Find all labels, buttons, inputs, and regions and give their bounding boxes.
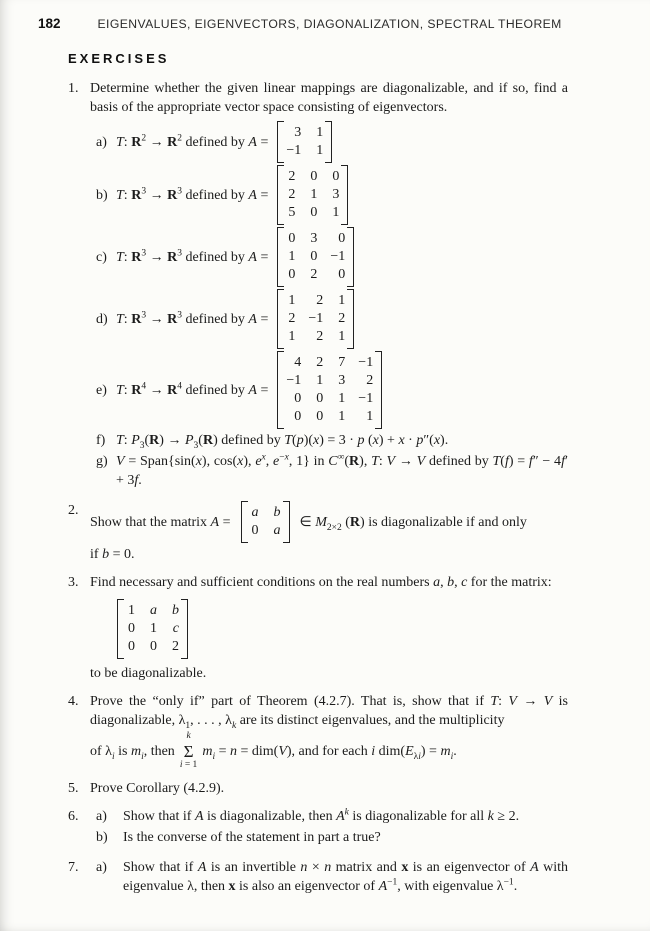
- item-lead-text: T: $R^4 \to R^4$ defined by A =: [116, 380, 269, 398]
- matrix-cell: 7: [338, 355, 346, 370]
- item-label: e): [96, 382, 107, 398]
- matrix-cell: 3: [338, 373, 346, 388]
- exercise-1-body: [90, 79, 568, 492]
- matrix-cell: 2: [288, 311, 296, 326]
- matrix-1e: [277, 351, 382, 429]
- summation-lower-limit: i = 1: [179, 759, 198, 770]
- matrix-cell: −1: [286, 143, 302, 158]
- matrix-cell: 1: [338, 409, 346, 424]
- matrix-cell: 1: [338, 293, 346, 308]
- exercise-number: 4.: [68, 694, 79, 709]
- exercise-3-intro: Find necessary and sufficient conditions on the real numbers a, b, c for the matrix:: [90, 575, 552, 590]
- exercise-1-item-c: [96, 227, 568, 287]
- exercise-1-item-a: [96, 121, 568, 163]
- exercise-1-items: [90, 121, 568, 490]
- item-lead-text: T: $R^3 \to R^3$ defined by A =: [116, 247, 269, 265]
- matrix-cell: 0: [316, 409, 324, 424]
- matrix-cell: −1: [286, 373, 302, 388]
- matrix-cell: 2: [366, 373, 374, 388]
- matrix-1b: [277, 165, 348, 225]
- matrix-cell: 0: [294, 409, 302, 424]
- matrix-cell: 1: [288, 293, 296, 308]
- matrix-1a: [277, 121, 332, 163]
- matrix-cell: 0: [310, 169, 318, 184]
- item-text: T: $P_3(R) \to P_3(R)$ defined by T(p)(x) = 3 · p (x) + x · p″(x).: [116, 433, 449, 451]
- text-before-sum: of $\lambda_i$ is $m_i$, then: [90, 743, 175, 762]
- summation-upper-limit: k: [186, 731, 191, 741]
- exercise-5-body: [90, 779, 568, 798]
- exercise-6-item-a: [96, 807, 568, 826]
- matrix-cell: 0: [316, 391, 324, 406]
- item-label: d): [96, 311, 108, 327]
- matrix-2: [241, 501, 290, 543]
- matrix-cell: 0: [310, 205, 318, 220]
- matrix-cell: −1: [358, 355, 374, 370]
- exercise-1-intro: Determine whether the given linear mappings are diagonalizable, and if so, find a basis of the appropriate vector space consisting of eigenvectors.: [90, 81, 568, 115]
- exercise-4-intro: Prove the “only if” part of Theorem (4.2.7). That is, show that if T: V → V is diagonalizable, $\lambda_1$, . . . , $\lambda_k$ are its distinct eigenvalues, and the multiplicity: [90, 694, 569, 731]
- item-label: c): [96, 249, 107, 265]
- exercise-number: 6.: [68, 809, 79, 824]
- exercise-number: 3.: [68, 575, 79, 590]
- exercise-1-item-b: [96, 165, 568, 225]
- matrix-cell: 1: [288, 249, 296, 264]
- item-label: b): [96, 187, 108, 203]
- exercise-3: [68, 573, 568, 683]
- matrix-cell: 0: [294, 391, 302, 406]
- exercise-1-item-f: [96, 431, 568, 450]
- matrix-cell: 1: [310, 187, 318, 202]
- matrix-cell: 1: [128, 603, 135, 618]
- running-title: EIGENVALUES, EIGENVECTORS, DIAGONALIZATION, SPECTRAL THEOREM: [97, 17, 562, 31]
- exercise-1-item-e: [96, 351, 568, 429]
- exercise-6-body: [90, 807, 568, 849]
- exercise-7-item-a: [96, 858, 568, 896]
- item-label: a): [96, 134, 107, 150]
- exercise-3-tail: to be diagonalizable.: [90, 666, 207, 681]
- exercise-6-item-b: [96, 828, 568, 847]
- exercise-number: 2.: [68, 503, 79, 518]
- matrix-1d: [277, 289, 354, 349]
- matrix-cell: a: [150, 603, 157, 618]
- item-text: Is the converse of the statement in part a true?: [123, 830, 381, 845]
- item-text: Show that if A is diagonalizable, then $A^k$ is diagonalizable for all k ≥ 2.: [123, 807, 520, 824]
- item-lead-text: T: $R^3 \to R^3$ defined by A =: [116, 309, 269, 327]
- exercise-6: [68, 807, 568, 849]
- matrix-cell: 1: [338, 329, 346, 344]
- matrix-cell: 0: [128, 621, 135, 636]
- matrix-cell: 2: [316, 293, 324, 308]
- sigma-glyph: Σ: [183, 741, 194, 761]
- matrix-cell: 0: [332, 169, 340, 184]
- item-label: a): [96, 860, 107, 875]
- matrix-3: [117, 599, 188, 659]
- item-label: g): [96, 454, 108, 469]
- exercise-5-text: Prove Corollary (4.2.9).: [90, 781, 225, 796]
- matrix-cell: 3: [294, 125, 302, 140]
- exercise-4: [68, 692, 568, 770]
- matrix-cell: a: [273, 523, 281, 538]
- exercise-7: [68, 858, 568, 898]
- matrix-cell: 1: [366, 409, 374, 424]
- matrix-cell: −1: [330, 249, 346, 264]
- text-after-matrix: ∈ $M_{2\times 2}$ (R) is diagonalizable if and only: [299, 514, 527, 533]
- matrix-cell: 0: [251, 523, 259, 538]
- exercise-1-item-g: [96, 452, 568, 490]
- exercise-2-body: [90, 501, 568, 564]
- exercise-3-body: [90, 573, 568, 683]
- matrix-cell: 0: [310, 249, 318, 264]
- text-after-sum: $m_i = n = dim(V)$, and for each i $dim(E_{\lambda i}) = m_i$.: [202, 743, 457, 762]
- exercise-3-matrix-block: [117, 599, 568, 659]
- exercise-number: 1.: [68, 81, 79, 96]
- exercise-2-line2: if b = 0.: [90, 547, 135, 562]
- matrix-cell: 3: [310, 231, 318, 246]
- matrix-cell: 2: [310, 267, 318, 282]
- item-text: V = Span{sin(x), cos(x), $e^x$, $e^{-x}$, 1} in C∞(R), T: V → V defined by T(f) = f″ − 4f′ + 3f.: [116, 452, 569, 488]
- matrix-cell: b: [172, 603, 179, 618]
- exercise-1: [68, 79, 568, 492]
- matrix-cell: 0: [338, 231, 346, 246]
- exercise-5: [68, 779, 568, 798]
- matrix-cell: 1: [316, 373, 324, 388]
- exercise-4-line3: [90, 732, 568, 770]
- matrix-cell: 2: [316, 329, 324, 344]
- matrix-cell: 2: [338, 311, 346, 326]
- matrix-cell: 0: [288, 231, 296, 246]
- matrix-cell: a: [251, 505, 259, 520]
- page-header: [38, 16, 650, 31]
- matrix-cell: 4: [294, 355, 302, 370]
- matrix-cell: 0: [150, 639, 157, 654]
- exercises-list: [68, 79, 568, 898]
- item-label: b): [96, 830, 108, 845]
- matrix-cell: 1: [150, 621, 157, 636]
- item-lead-text: T: $R^2 \to R^2$ defined by A =: [116, 132, 269, 150]
- matrix-cell: 1: [288, 329, 296, 344]
- matrix-cell: b: [273, 505, 281, 520]
- matrix-cell: 0: [338, 267, 346, 282]
- exercise-number: 5.: [68, 781, 79, 796]
- item-label: f): [96, 433, 106, 448]
- matrix-cell: 1: [316, 125, 324, 140]
- matrix-cell: 5: [288, 205, 296, 220]
- matrix-cell: 0: [288, 267, 296, 282]
- matrix-cell: 2: [172, 639, 179, 654]
- item-label: a): [96, 809, 107, 824]
- exercise-2-line1: [90, 501, 568, 543]
- exercises-heading: EXERCISES: [68, 51, 170, 66]
- summation-symbol: [180, 732, 198, 770]
- matrix-cell: c: [172, 621, 179, 636]
- matrix-cell: 2: [316, 355, 324, 370]
- matrix-cell: −1: [358, 391, 374, 406]
- exercise-7-body: [90, 858, 568, 898]
- text-before-matrix: Show that the matrix A =: [90, 514, 231, 530]
- matrix-cell: 1: [332, 205, 340, 220]
- exercise-2: [68, 501, 568, 564]
- matrix-cell: 0: [128, 639, 135, 654]
- matrix-cell: 2: [288, 169, 296, 184]
- item-text: Show that if A is an invertible n × n matrix and x is an eigenvector of A with eigenvalue λ, then x is also an eigenvector of $A^{-1}$, with eigenvalue $\lambda^{-1}$.: [123, 860, 569, 894]
- matrix-cell: 1: [338, 391, 346, 406]
- exercise-1-item-d: [96, 289, 568, 349]
- matrix-1c: [277, 227, 354, 287]
- matrix-cell: 2: [288, 187, 296, 202]
- page-number: 182: [38, 16, 61, 31]
- exercise-4-body: [90, 692, 568, 770]
- matrix-cell: 1: [316, 143, 324, 158]
- exercise-number: 7.: [68, 860, 79, 875]
- item-lead-text: T: $R^3 \to R^3$ defined by A =: [116, 185, 269, 203]
- matrix-cell: −1: [308, 311, 324, 326]
- matrix-cell: 3: [332, 187, 340, 202]
